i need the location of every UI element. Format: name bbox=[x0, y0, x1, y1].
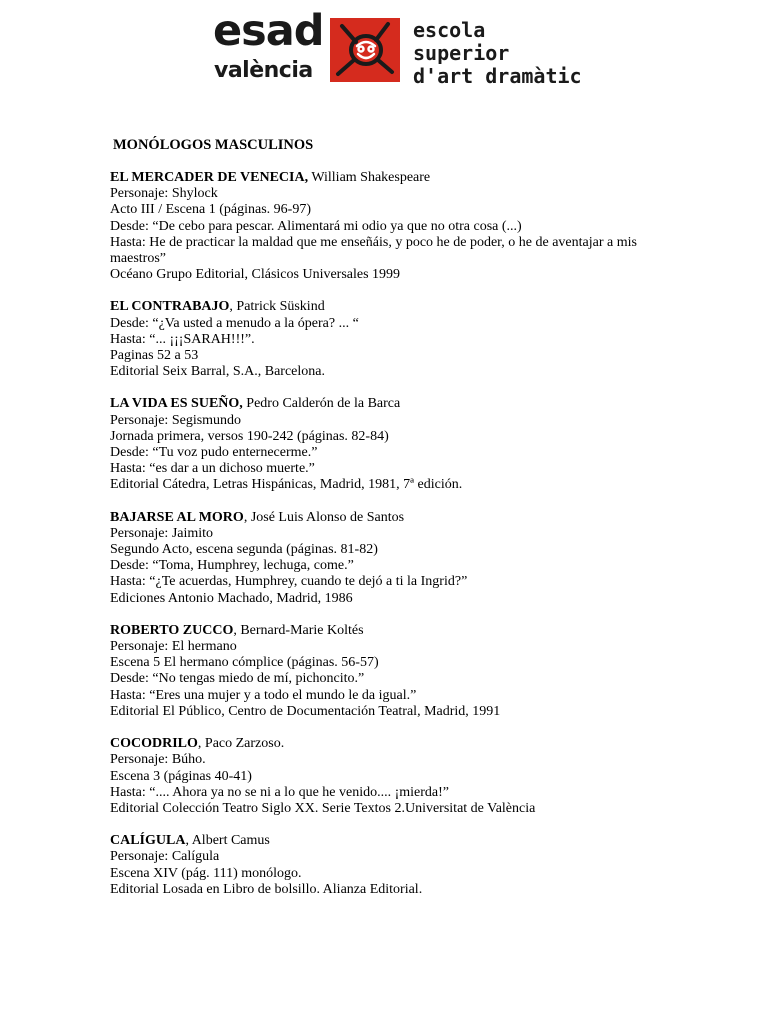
entry bbox=[110, 396, 655, 493]
entry-line: Editorial Seix Barral, S.A., Barcelona. bbox=[110, 364, 325, 380]
entry-line: Personaje: Segismundo bbox=[110, 412, 242, 428]
entry-line: Editorial Losada en Libro de bolsillo. Alianza Editorial. bbox=[110, 881, 423, 897]
entry-line: Desde: “¿Va usted a menudo a la ópera? ... “ bbox=[110, 315, 359, 331]
entry-line: Acto III / Escena 1 (páginas. 96-97) bbox=[110, 202, 311, 218]
document-title: MONÓLOGOS MASCULINOS bbox=[113, 137, 314, 153]
entry-line: Escena 5 El hermano cómplice (páginas. 56-57) bbox=[110, 655, 379, 671]
entry-author: , Albert Camus bbox=[185, 833, 270, 849]
entry-line: Desde: “Tu voz pudo enternecerme.” bbox=[110, 445, 318, 461]
entry-line: Escena 3 (páginas 40-41) bbox=[110, 768, 252, 784]
esad-emblem-icon bbox=[330, 18, 400, 82]
entry-line: Escena XIV (pág. 111) monólogo. bbox=[110, 865, 302, 881]
entry bbox=[110, 510, 655, 607]
entry-title: ROBERTO ZUCCO bbox=[110, 622, 234, 638]
entry-line: Personaje: Calígula bbox=[110, 849, 220, 865]
entry-title: EL MERCADER DE VENECIA, bbox=[110, 170, 309, 185]
entry-author: Pedro Calderón de la Barca bbox=[242, 396, 401, 412]
entry-title: BAJARSE AL MORO bbox=[110, 509, 244, 525]
entry bbox=[110, 170, 655, 283]
document-body bbox=[110, 136, 655, 914]
entry-title: COCODRILO bbox=[110, 736, 198, 752]
entry bbox=[110, 623, 655, 720]
entry-line: Hasta: “¿Te acuerdas, Humphrey, cuando te dejó a ti la Ingrid?” bbox=[110, 574, 468, 590]
entry-title: EL CONTRABAJO bbox=[110, 299, 230, 315]
entry bbox=[110, 833, 655, 898]
entry-title: LA VIDA ES SUEÑO, bbox=[110, 396, 243, 412]
school-name-line-2: superior bbox=[413, 41, 510, 65]
entry-line: Editorial Cátedra, Letras Hispánicas, Madrid, 1981, 7ª edición. bbox=[110, 477, 463, 493]
entry-line: Editorial Colección Teatro Siglo XX. Serie Textos 2.Universitat de València bbox=[110, 800, 536, 816]
logo-word: esad bbox=[213, 6, 324, 56]
entry-line: Paginas 52 a 53 bbox=[110, 348, 199, 364]
entry-line: Personaje: Búho. bbox=[110, 752, 206, 768]
school-name-line-1: escola bbox=[413, 18, 486, 42]
entry-line: Jornada primera, versos 190-242 (páginas. 82-84) bbox=[110, 428, 389, 444]
school-name-line-3: d'art dramàtic bbox=[413, 64, 582, 88]
entry-line: Hasta: “.... Ahora ya no se ni a lo que he venido.... ¡mierda!” bbox=[110, 784, 450, 800]
entry-line: maestros” bbox=[110, 251, 166, 267]
entry-line: Personaje: Jaimito bbox=[110, 525, 214, 541]
logo-city: valència bbox=[214, 58, 313, 83]
entry-line: Desde: “No tengas miedo de mí, pichoncito.” bbox=[110, 671, 365, 687]
entry-author: , Bernard-Marie Koltés bbox=[233, 622, 364, 638]
entry-line: Hasta: “es dar a un dichoso muerte.” bbox=[110, 461, 315, 477]
entry-line: Hasta: “... ¡¡¡SARAH!!!”. bbox=[110, 331, 255, 347]
entry-author: , Paco Zarzoso. bbox=[197, 736, 285, 752]
entry bbox=[110, 736, 655, 817]
entry-line: Ediciones Antonio Machado, Madrid, 1986 bbox=[110, 590, 353, 606]
header bbox=[213, 6, 582, 88]
entry-author: , Patrick Süskind bbox=[229, 299, 325, 315]
entry-line: Segundo Acto, escena segunda (páginas. 81-82) bbox=[110, 542, 378, 558]
entry-line: Desde: “Toma, Humphrey, lechuga, come.” bbox=[110, 558, 354, 574]
entry-line: Hasta: He de practicar la maldad que me enseñáis, y poco he de poder, o he de aventajar a mis bbox=[110, 234, 637, 250]
entry-line: Desde: “De cebo para pescar. Alimentará mi odio ya que no otra cosa (...) bbox=[110, 218, 522, 234]
entry-line: Personaje: El hermano bbox=[110, 639, 237, 655]
entry-line: Hasta: “Eres una mujer y a todo el mundo le da igual.” bbox=[110, 687, 417, 703]
entry-line: Editorial El Público, Centro de Documentación Teatral, Madrid, 1991 bbox=[110, 703, 501, 719]
entry-line: Océano Grupo Editorial, Clásicos Universales 1999 bbox=[110, 267, 401, 283]
entry-title: CALÍGULA bbox=[110, 833, 186, 849]
entry-line: Personaje: Shylock bbox=[110, 186, 218, 202]
entry bbox=[110, 299, 655, 380]
entry-author: William Shakespeare bbox=[308, 170, 431, 185]
entry-author: , José Luis Alonso de Santos bbox=[243, 509, 405, 525]
